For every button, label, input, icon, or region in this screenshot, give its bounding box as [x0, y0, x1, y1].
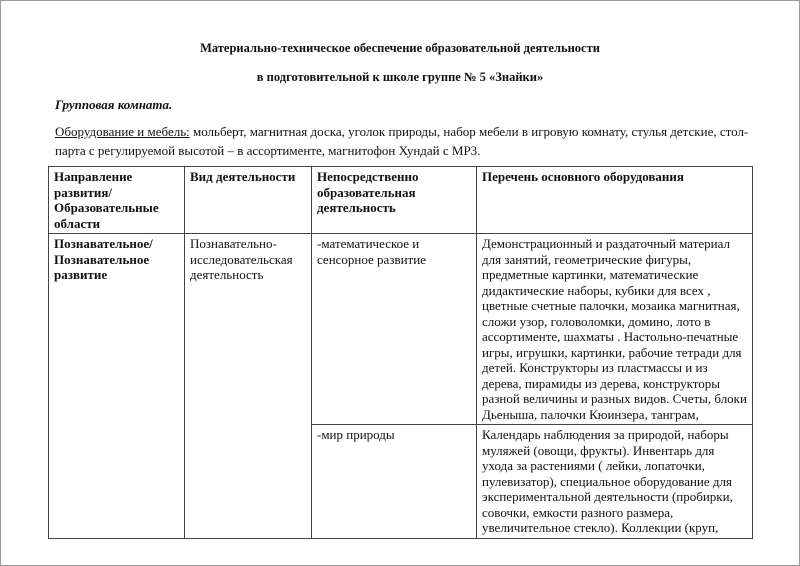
header-direct-activity: Непосредственно образовательная деятельность [312, 167, 477, 234]
room-heading: Групповая комната. [55, 97, 173, 112]
cell-sub-activity: -математическое и сенсорное развитие [312, 234, 477, 425]
header-equipment-list: Перечень основного оборудования [477, 167, 753, 234]
cell-equipment: Календарь наблюдения за природой, наборы муляжей (овощи, фрукты). Инвентарь для ухода за растениями ( лейки, лопаточки, пулевизатор), специальное оборудование для экспериментальной деятельности (пробирки, совочки, емкости разного размера, увеличительное стекло). Коллекции (круп, [477, 425, 753, 539]
cell-activity: Познавательно-исследовательская деятельность [185, 234, 312, 539]
equipment-text: мольберт, магнитная доска, уголок природы, набор мебели в игровую комнату, стулья детские, стол-парта с регулируемой высотой – в ассортименте, магнитофон Хундай с МР3. [55, 124, 749, 158]
table-header-row [49, 167, 753, 234]
cell-sub-activity: -мир природы [312, 425, 477, 539]
table-row [49, 234, 753, 425]
document-title-line-2: в подготовительной к школе группе № 5 «Знайки» [256, 70, 544, 84]
header-area: Направление развития/ Образовательные области [49, 167, 185, 234]
cell-equipment: Демонстрационный и раздаточный материал для занятий, геометрические фигуры, предметные картинки, математические дидактические наборы, кубики для всех , цветные счетные палочки, мозаика магнитная, сложи узор, головоломки, домино, лото в ассортименте, шахматы . Настольно-печатные игры, игрушки, картинки, рабочие тетради для детей. Конструкторы из пластмассы и из дерева, пирамиды из дерева, конструкторы разной величины и разных видов. Счеты, блоки Дьеныша, палочки Кюинзера, танграм, [477, 234, 753, 425]
cell-area: Познавательное/ Познавательное развитие [49, 234, 185, 539]
equipment-paragraph [55, 122, 755, 160]
header-activity: Вид деятельности [185, 167, 312, 234]
document-title-line-1: Материально-техническое обеспечение образовательной деятельности [200, 41, 600, 55]
equipment-label: Оборудование и мебель: [55, 124, 190, 139]
equipment-table [48, 166, 753, 539]
